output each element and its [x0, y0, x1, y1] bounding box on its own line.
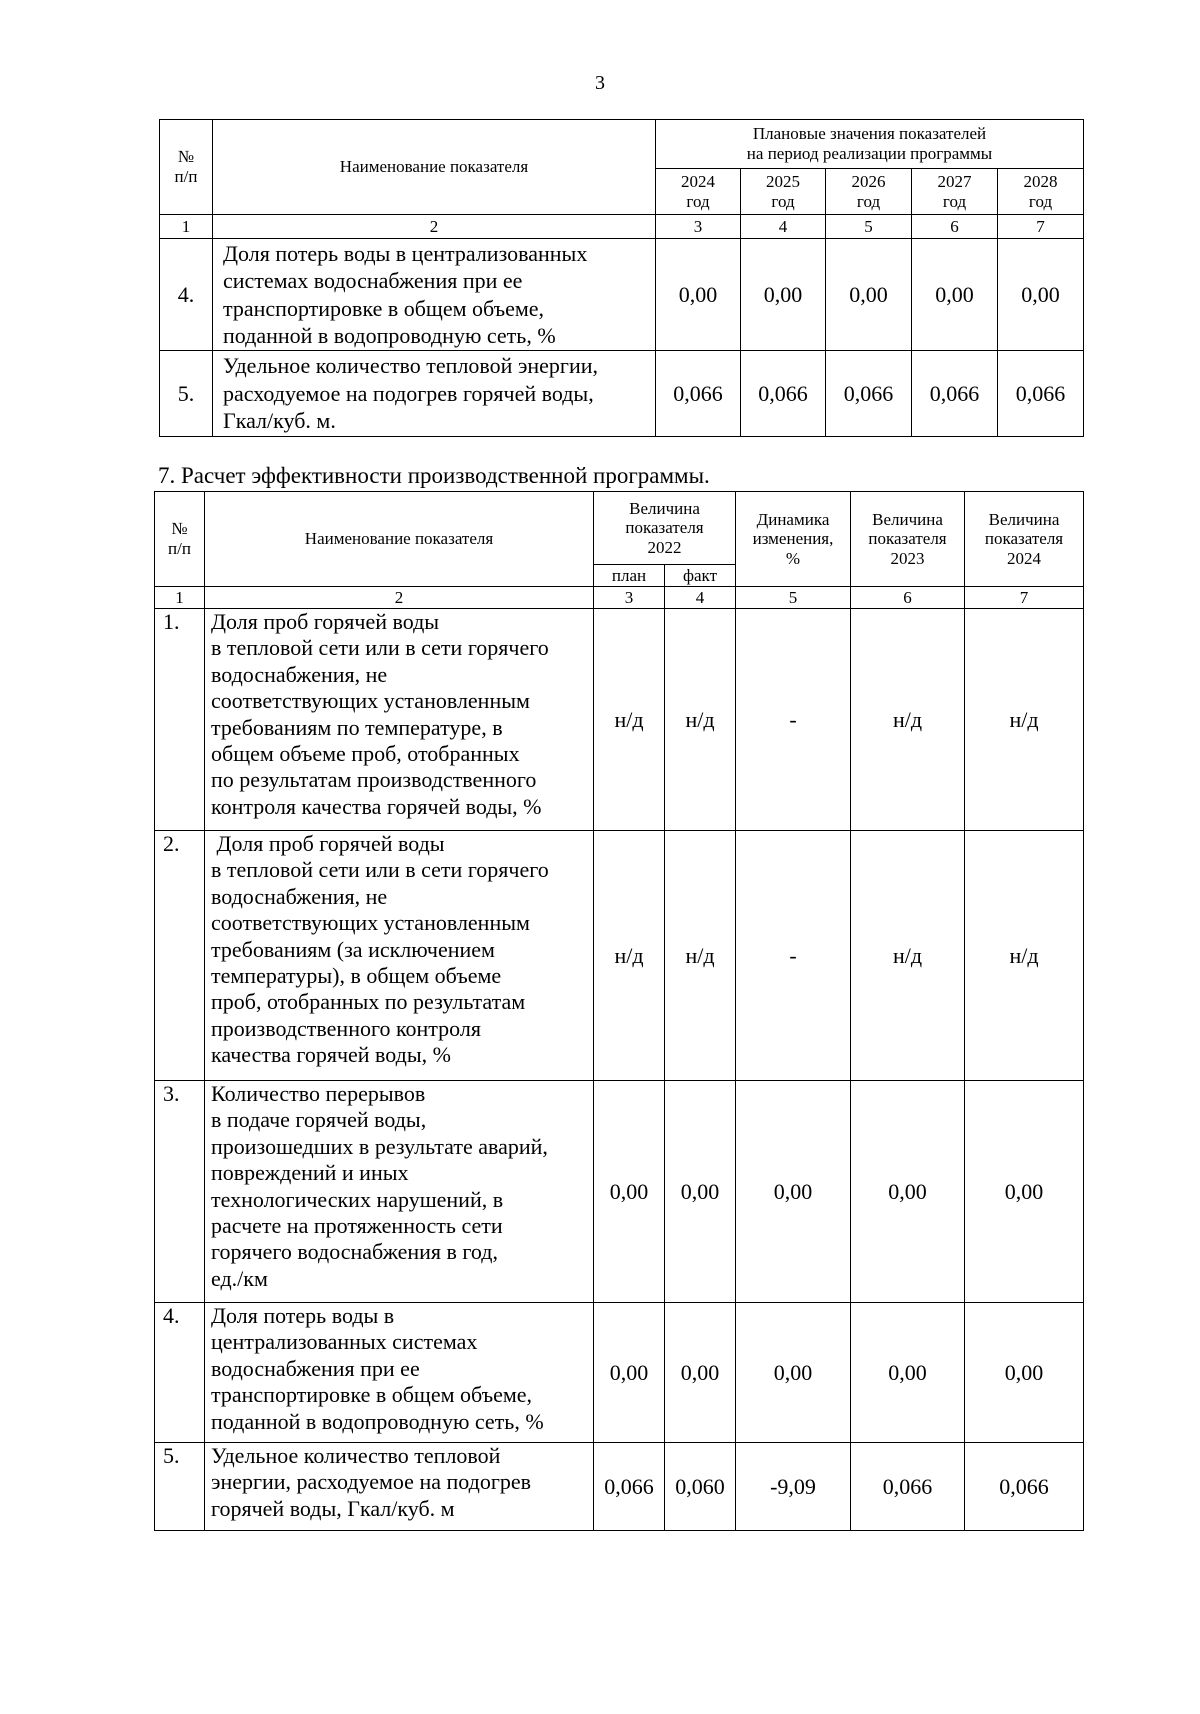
column-number: 6 [851, 587, 965, 609]
value-cell: 0,00 [965, 1081, 1084, 1303]
column-number: 3 [656, 215, 741, 239]
column-number: 2 [205, 587, 594, 609]
column-number: 4 [665, 587, 736, 609]
column-number: 1 [155, 587, 205, 609]
row-number: 4. [160, 239, 213, 351]
header-value-2024: Величина показателя 2024 [965, 492, 1084, 587]
page-number: 3 [595, 72, 605, 94]
value-cell: 0,00 [736, 1081, 851, 1303]
value-cell: 0,066 [826, 351, 912, 437]
column-number: 7 [998, 215, 1084, 239]
table-row [155, 609, 1084, 831]
indicator-name: Доля потерь воды в централизованных системах водоснабжения при ее транспортировке в общем объеме, поданной в водопроводную сеть, % [205, 1303, 594, 1443]
header-row-number [160, 120, 213, 215]
indicator-name: Удельное количество тепловой энергии, расходуемое на подогрев горячей воды, Гкал/куб. м. [213, 351, 656, 437]
header-value-2023: Величина показателя 2023 [851, 492, 965, 587]
value-cell: 0,00 [665, 1303, 736, 1443]
header-year-2028: 2028 год [998, 169, 1084, 215]
value-cell: н/д [594, 609, 665, 831]
value-cell: 0,066 [594, 1443, 665, 1531]
row-number: 2. [155, 831, 205, 1081]
value-cell: н/д [965, 831, 1084, 1081]
header-year-2026: 2026 год [826, 169, 912, 215]
column-number: 5 [736, 587, 851, 609]
column-number: 3 [594, 587, 665, 609]
column-number: 4 [741, 215, 826, 239]
value-cell: 0,066 [851, 1443, 965, 1531]
header-row-number: № п/п [155, 492, 205, 587]
value-cell: н/д [665, 609, 736, 831]
value-cell: 0,060 [665, 1443, 736, 1531]
indicator-name: Количество перерывов в подаче горячей воды, произошедших в результате аварий, повреждений и иных технологических нарушений, в расчете на протяженность сети горячего водоснабжения в год, ед./км [205, 1081, 594, 1303]
header-year-2024: 2024 год [656, 169, 741, 215]
value-cell: 0,066 [965, 1443, 1084, 1531]
row-number: 1. [155, 609, 205, 831]
value-cell: н/д [665, 831, 736, 1081]
value-cell: 0,00 [594, 1303, 665, 1443]
value-cell: н/д [851, 831, 965, 1081]
header-row-number-text: № п/п [174, 147, 198, 186]
indicator-name: Доля потерь воды в централизованных системах водоснабжения при ее транспортировке в общем объеме, поданной в водопроводную сеть, % [213, 239, 656, 351]
column-number: 1 [160, 215, 213, 239]
table-row [155, 1443, 1084, 1531]
header-indicator-name: Наименование показателя [213, 120, 656, 215]
column-number: 7 [965, 587, 1084, 609]
value-cell: 0,00 [656, 239, 741, 351]
value-cell: н/д [594, 831, 665, 1081]
value-cell: 0,00 [912, 239, 998, 351]
value-cell: 0,00 [665, 1081, 736, 1303]
table-row [155, 1081, 1084, 1303]
column-number: 5 [826, 215, 912, 239]
value-cell: 0,00 [594, 1081, 665, 1303]
header-plan: план [594, 565, 665, 587]
row-number: 5. [160, 351, 213, 437]
value-cell: 0,066 [741, 351, 826, 437]
value-cell: - [736, 609, 851, 831]
value-cell: н/д [965, 609, 1084, 831]
value-cell: 0,00 [965, 1303, 1084, 1443]
value-cell: 0,00 [851, 1303, 965, 1443]
header-fact: факт [665, 565, 736, 587]
efficiency-table [154, 491, 1084, 1531]
table-row [155, 1303, 1084, 1443]
value-cell: 0,00 [998, 239, 1084, 351]
value-cell: 0,066 [912, 351, 998, 437]
planned-indicators-table [159, 119, 1084, 437]
value-cell: 0,00 [741, 239, 826, 351]
header-year-2027: 2027 год [912, 169, 998, 215]
row-number: 4. [155, 1303, 205, 1443]
indicator-name: Удельное количество тепловой энергии, расходуемое на подогрев горячей воды, Гкал/куб. м [205, 1443, 594, 1531]
value-cell: -9,09 [736, 1443, 851, 1531]
header-planned-values: Плановые значения показателей на период реализации программы [656, 120, 1084, 169]
indicator-name: Доля проб горячей воды в тепловой сети или в сети горячего водоснабжения, не соответствующих установленным требованиям по температуре, в общем объеме проб, отобранных по результатам производственного контроля качества горячей воды, % [205, 609, 594, 831]
table-row [155, 831, 1084, 1081]
row-number: 3. [155, 1081, 205, 1303]
value-cell: 0,00 [851, 1081, 965, 1303]
column-number: 6 [912, 215, 998, 239]
table-row [160, 239, 1084, 351]
value-cell: 0,00 [826, 239, 912, 351]
value-cell: 0,00 [736, 1303, 851, 1443]
header-value-2022: Величина показателя 2022 [594, 492, 736, 565]
value-cell: 0,066 [998, 351, 1084, 437]
row-number: 5. [155, 1443, 205, 1531]
header-year-2025: 2025 год [741, 169, 826, 215]
value-cell: - [736, 831, 851, 1081]
value-cell: 0,066 [656, 351, 741, 437]
column-number: 2 [213, 215, 656, 239]
table-row [160, 351, 1084, 437]
value-cell: н/д [851, 609, 965, 831]
indicator-name: Доля проб горячей воды в тепловой сети или в сети горячего водоснабжения, не соответствующих установленным требованиям (за исключением температуры), в общем объеме проб, отобранных по результатам производственного контроля качества горячей воды, % [205, 831, 594, 1081]
header-dynamics: Динамика изменения, % [736, 492, 851, 587]
header-indicator-name: Наименование показателя [205, 492, 594, 587]
section-title: 7. Расчет эффективности производственной программы. [158, 463, 710, 488]
